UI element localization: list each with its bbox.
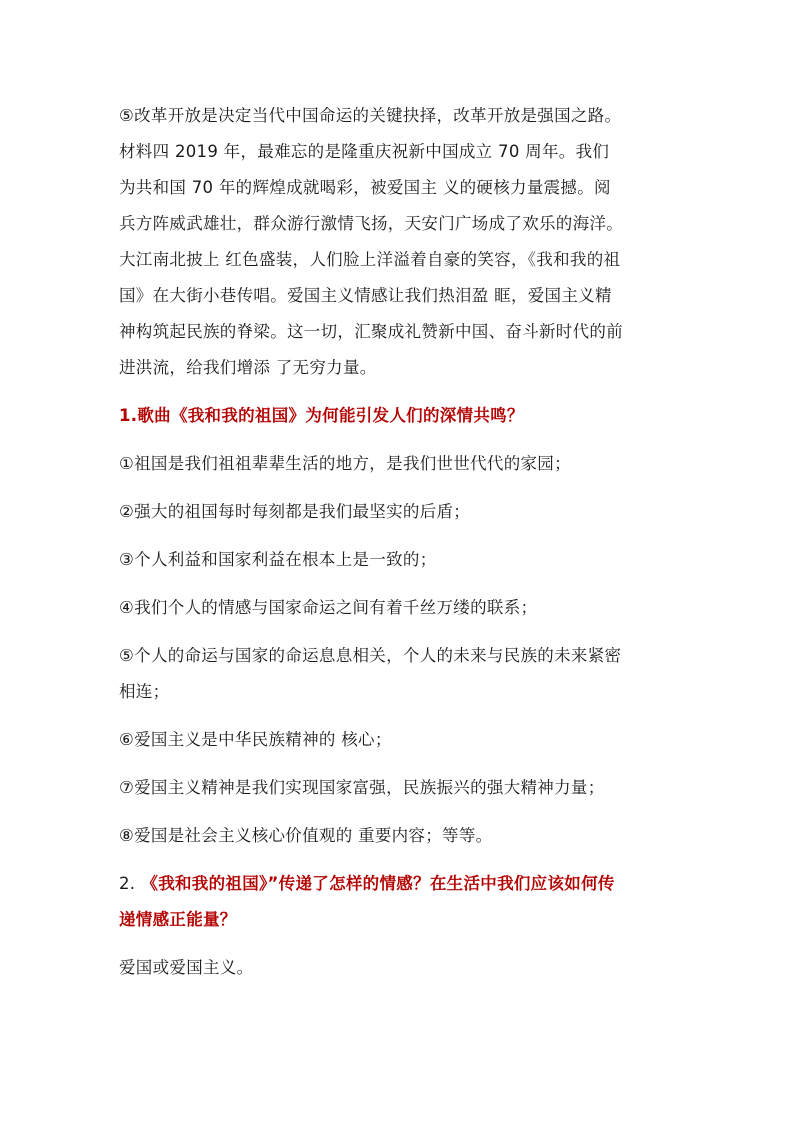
answer-item: ④我们个人的情感与国家命运之间有着千丝万缕的联系； — [119, 598, 538, 617]
answer-item: ⑦爱国主义精神是我们实现国家富强，民族振兴的强大精神力量； — [119, 778, 605, 797]
question-2-heading — [119, 866, 689, 938]
question-text-continued: 递情感正能量？ — [119, 910, 237, 929]
paragraph-line: 材料四 2019 年，最难忘的是隆重庆祝新中国成立 70 周年。我们 — [119, 142, 610, 161]
answer-item: ③个人利益和国家利益在根本上是一致的； — [119, 550, 437, 569]
question-1-heading — [119, 398, 689, 434]
paragraph-line: 大江南北披上 红色盛装，人们脸上洋溢着自豪的笑容，《我和我的祖 — [119, 250, 621, 269]
material-paragraph — [119, 98, 689, 386]
answer-2: 爱国或爱国主义。 — [119, 958, 254, 977]
paragraph-line: 为共和国 70 年的辉煌成就喝彩，被爱国主 义的硬核力量震撼。阅 — [119, 178, 611, 197]
answer-item: ⑧爱国是社会主义核心价值观的 重要内容；等等。 — [119, 826, 493, 845]
paragraph-line: 国》在大街小巷传唱。爱国主义情感让我们热泪盈 眶，爱国主义精 — [119, 286, 612, 305]
paragraph-line: ⑤改革开放是决定当代中国命运的关键抉择，改革开放是强国之路。 — [119, 106, 622, 125]
paragraph-line: 兵方阵威武雄壮，群众游行激情飞扬，天安门广场成了欢乐的海洋。 — [119, 214, 623, 233]
question-text: 《我和我的祖国》”传递了怎样的情感？在生活中我们应该如何传 — [135, 874, 615, 893]
document-page — [119, 98, 689, 998]
question-number: 2. — [119, 874, 136, 893]
answer-line: ⑤个人的命运与国家的命运息息相关，个人的未来与民族的未来紧密 — [119, 646, 622, 665]
question-number: 1. — [119, 406, 138, 425]
question-text: 歌曲《我和我的祖国》为何能引发人们的深情共鸣？ — [137, 406, 524, 425]
answer-item: ⑥爱国主义是中华民族精神的 核心； — [119, 730, 392, 749]
answer-item: ①祖国是我们祖祖辈辈生活的地方，是我们世世代代的家园； — [119, 454, 571, 473]
answer-line: 相连； — [119, 682, 170, 701]
answer-item — [119, 638, 689, 710]
answer-item: ②强大的祖国每时每刻都是我们最坚实的后盾； — [119, 502, 471, 521]
paragraph-line: 进洪流，给我们增添 了无穷力量。 — [119, 358, 377, 377]
paragraph-line: 神构筑起民族的脊梁。这一切，汇聚成礼赞新中国、奋斗新时代的前 — [119, 322, 623, 341]
